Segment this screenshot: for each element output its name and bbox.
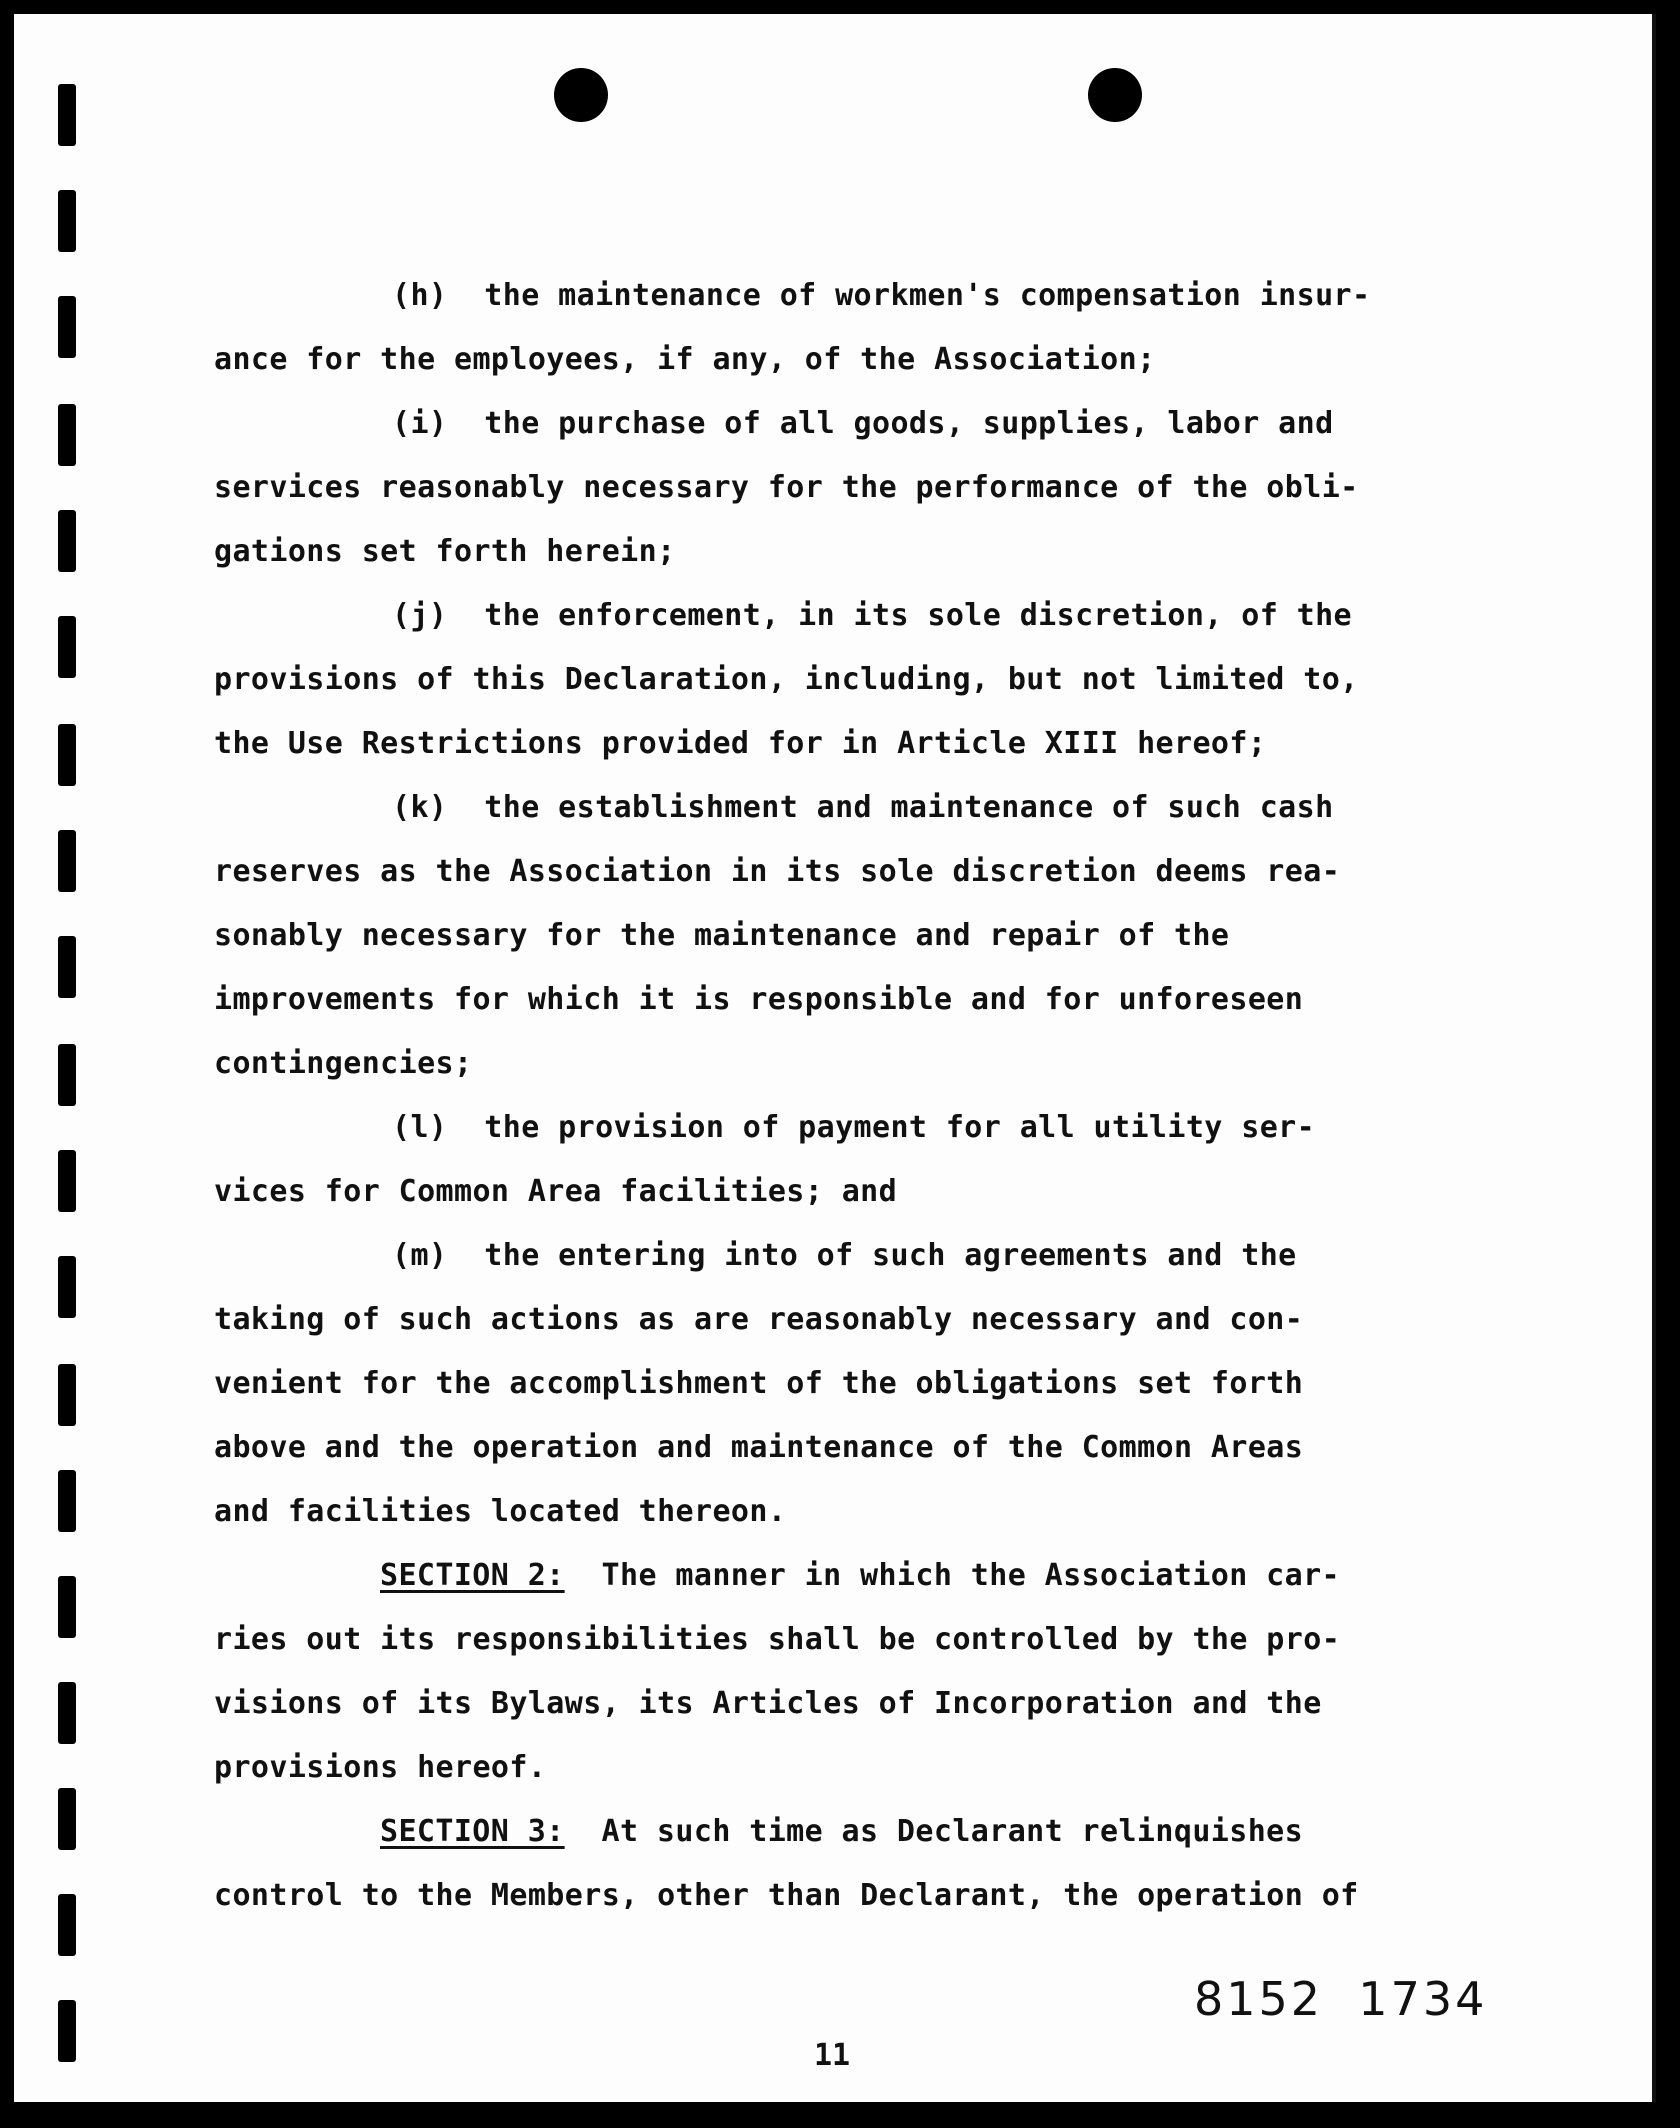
binding-mark — [58, 510, 76, 572]
text-line: contingencies; — [214, 1046, 473, 1081]
text-line: ance for the employees, if any, of the Association; — [214, 342, 1156, 377]
text-line: and facilities located thereon. — [214, 1494, 787, 1529]
binding-mark — [58, 830, 76, 892]
text-line: (k) the establishment and maintenance of such cash — [392, 790, 1334, 825]
text-line: venient for the accomplishment of the obligations set forth — [214, 1366, 1304, 1401]
text-line: (j) the enforcement, in its sole discretion, of the — [392, 598, 1352, 633]
binding-mark — [58, 1894, 76, 1956]
text-line: sonably necessary for the maintenance and repair of the — [214, 918, 1230, 953]
section-2-text: The manner in which the Association car- — [564, 1558, 1341, 1593]
binding-mark — [58, 296, 76, 358]
text-line: (h) the maintenance of workmen's compensation insur- — [392, 278, 1371, 313]
binding-mark — [58, 2000, 76, 2062]
text-line: provisions hereof. — [214, 1750, 547, 1785]
binding-mark — [58, 1788, 76, 1850]
document-page — [14, 14, 1656, 2102]
text-line: (m) the entering into of such agreements and the — [392, 1238, 1297, 1273]
binding-mark — [58, 1364, 76, 1426]
binding-mark — [58, 1256, 76, 1318]
section-3-heading: SECTION 3: — [380, 1814, 565, 1849]
text-line: provisions of this Declaration, including, but not limited to, — [214, 662, 1359, 697]
binding-mark — [58, 404, 76, 466]
binding-mark — [58, 724, 76, 786]
document-number: 8152 1734 — [1194, 1972, 1488, 2026]
binding-mark — [58, 190, 76, 252]
section-3-line — [380, 1812, 1303, 1852]
text-line: gations set forth herein; — [214, 534, 676, 569]
text-line: visions of its Bylaws, its Articles of Incorporation and the — [214, 1686, 1322, 1721]
section-2-heading: SECTION 2: — [380, 1558, 565, 1593]
section-2-line — [380, 1556, 1340, 1596]
punch-hole-right — [1088, 68, 1142, 122]
punch-hole-left — [554, 68, 608, 122]
binding-mark — [58, 1150, 76, 1212]
binding-mark — [58, 1682, 76, 1744]
text-line: the Use Restrictions provided for in Article XIII hereof; — [214, 726, 1267, 761]
text-line: improvements for which it is responsible and for unforeseen — [214, 982, 1304, 1017]
text-line: taking of such actions as are reasonably necessary and con- — [214, 1302, 1304, 1337]
page-number: 11 — [814, 2038, 851, 2073]
binding-mark — [58, 84, 76, 146]
text-line: control to the Members, other than Declarant, the operation of — [214, 1878, 1359, 1913]
text-line: (l) the provision of payment for all utility ser- — [392, 1110, 1316, 1145]
text-line: services reasonably necessary for the performance of the obli- — [214, 470, 1359, 505]
text-line: vices for Common Area facilities; and — [214, 1174, 898, 1209]
binding-mark — [58, 936, 76, 998]
text-line: ries out its responsibilities shall be controlled by the pro- — [214, 1622, 1341, 1657]
section-3-text: At such time as Declarant relinquishes — [564, 1814, 1304, 1849]
binding-mark — [58, 1576, 76, 1638]
text-line: reserves as the Association in its sole discretion deems rea- — [214, 854, 1341, 889]
binding-mark — [58, 1470, 76, 1532]
binding-mark — [58, 1044, 76, 1106]
binding-mark — [58, 616, 76, 678]
text-line: above and the operation and maintenance of the Common Areas — [214, 1430, 1304, 1465]
text-line: (i) the purchase of all goods, supplies, labor and — [392, 406, 1334, 441]
